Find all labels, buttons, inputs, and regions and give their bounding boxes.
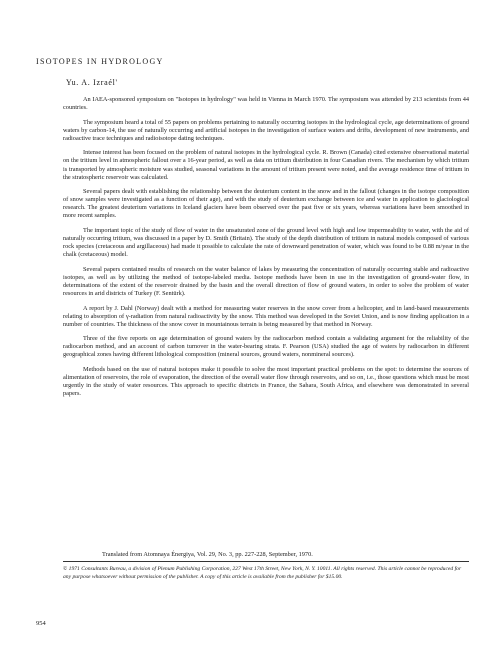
copyright-symbol: ©: [63, 566, 68, 572]
copyright-text: 1971 Consultants Bureau, a division of Plenum Publishing Corporation, 227 West 17th Street, New York, N. Y. 10011. All rights reserved. This article cannot be reproduced for any purpose whatsoever without permission of the publisher. A copy of this article is available from the publisher for $15.00.: [63, 566, 462, 580]
body-paragraph: Several papers dealt with establishing the relationship between the deuterium content in the snow and in the fallout (changes in the isotope composition of snow samples were investigated as a function of their age), and with the study of deuterium exchange between ice and water in application to glaciological research. The greatest deuterium variations in Iceland glaciers have been observed over the past five or six years, whereas variations have been smoothed in more recent samples.: [63, 188, 469, 220]
article-author: Yu. A. Izraél': [66, 78, 118, 87]
footer-rule: [63, 561, 469, 562]
body-paragraph: An IAEA-sponsored symposium on "Isotopes in hydrology" was held in Vienna in March 1970. The symposium was attended by 213 scientists from 44 countries.: [63, 96, 469, 112]
body-paragraph: Three of the five reports on age determination of ground waters by the radiocarbon method contain a validating argument for the reliability of the radiocarbon method, and an account of carbon turnover in the water-bearing strata. F. Pearson (USA) studied the age of waters by radiocarbon in different geographical zones having different lithological composition (mineral sources, ground waters, nonmineral sources).: [63, 335, 469, 359]
body-paragraph: A report by J. Dahl (Norway) dealt with a method for measuring water reserves in the snow cover from a helicopter, and in land-based measurements relating to absorption of γ-radiation from natural radioactivity by the snow. This method was developed in the Soviet Union, and is now finding application in a number of countries. The thickness of the snow cover in mountainous terrain is being measured by that method in Norway.: [63, 304, 469, 328]
body-paragraph: Intense interest has been focused on the problem of natural isotopes in the hydrological cycle. R. Brown (Canada) cited extensive observational material on the tritium level in atmospheric fallout over a 16-year period, as well as data on tritium distribution in four Canadian rivers. The mechanism by which tritium is transported by atmospheric moisture was studied, seasonal variations in the amount of tritium present were noted, and the average residence time of tritium in the stratospheric reservoir was calculated.: [63, 149, 469, 181]
body-paragraph: The important topic of the study of flow of water in the unsaturated zone of the ground level with high and low impermeability to water, with the aid of naturally occurring tritium, was discussed in a paper by D. Smith (Britain). The study of the depth distribution of tritium in natural models composed of various rock species (cretaceous and argillaceous) had made it possible to calculate the rate of downward penetration of water, which was found to be 0.88 m/year in the chalk (cretaceous) model.: [63, 226, 469, 259]
article-body: [63, 96, 469, 405]
copyright-notice: [63, 566, 469, 581]
translation-note: Translated from Atomnaya Énergiya, Vol. 29, No. 3, pp. 227-228, September, 1970.: [102, 551, 313, 558]
body-paragraph: The symposium heard a total of 55 papers on problems pertaining to naturally occurring isotopes in the hydrological cycle, age determinations of ground waters by carbon-14, the use of naturally occurring and artificial isotopes in the investigation of surface waters and drifts, development of new instruments, and radioactive trace techniques and radioisotope dating techniques.: [63, 118, 469, 142]
article-title: ISOTOPES IN HYDROLOGY: [36, 57, 164, 66]
body-paragraph: Methods based on the use of natural isotopes make it possible to solve the most important practical problems on the spot: to determine the sources of alimentation of reservoirs, the role of evaporation, the direction of the overall water flow through reservoirs, and so on, i.e., those questions which must be most urgently in the study of water resources. This approach to specific districts in France, the Sahara, South Africa, and elsewhere was demonstrated in several papers.: [63, 366, 469, 398]
body-paragraph: Several papers contained results of research on the water balance of lakes by measuring the concentration of naturally occurring stable and radioactive isotopes, as well as by utilizing the method of isotope-labeled media. Isotope methods have been in use in the investigation of ground-water flow, in determinations of the extent of the reservoir drained by the basin and the overall direction of flow of ground waters, in order to solve the problem of water resources in arid districts of Turkey (F. Sentürk).: [63, 265, 469, 297]
page-number: 954: [36, 620, 46, 627]
